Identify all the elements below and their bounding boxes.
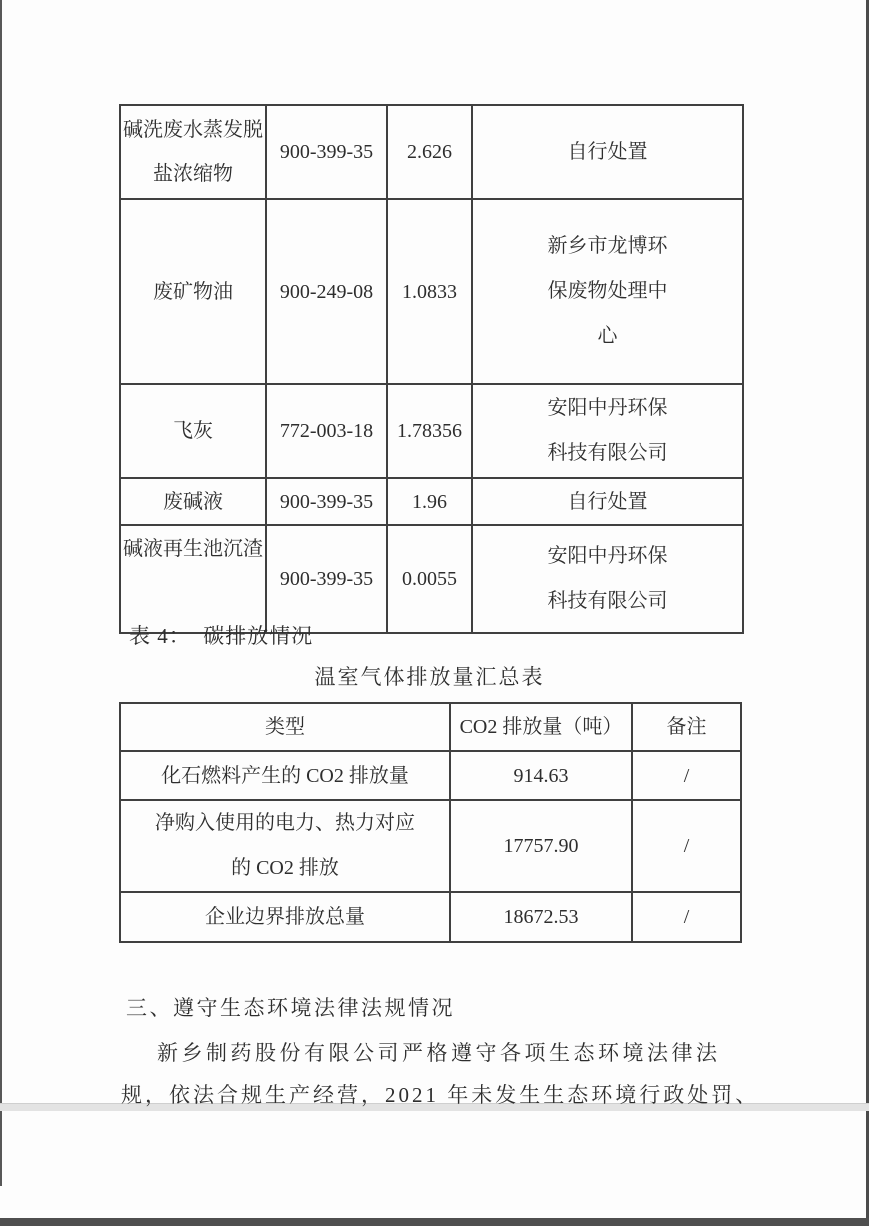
table-header-row: [120, 703, 741, 751]
table-row: [120, 105, 743, 199]
waste-disposal-cell: [472, 525, 743, 633]
paragraph-line: 规，依法合规生产经营，2021 年未发生生态环境行政处罚、: [121, 1083, 760, 1107]
ghg-type-cell: 企业边界排放总量: [120, 892, 450, 942]
section-heading: 三、遵守生态环境法律法规情况: [126, 996, 455, 1020]
disposal-text: 安阳中丹环保科技有限公司: [547, 397, 668, 464]
ghg-type-text: 净购入使用的电力、热力对应的 CO2 排放: [155, 812, 415, 879]
table-row: [120, 199, 743, 384]
waste-quantity-cell: 1.78356: [387, 384, 472, 478]
scan-edge-left: [0, 0, 2, 1186]
ghg-type-cell: [120, 800, 450, 892]
waste-name-cell: 碱洗废水蒸发脱盐浓缩物: [120, 105, 266, 199]
waste-code-cell: 772-003-18: [266, 384, 387, 478]
hazardous-waste-table: [119, 104, 744, 634]
paragraph-line: 新乡制药股份有限公司严格遵守各项生态环境法律法: [157, 1041, 721, 1065]
table4-caption: 表 4： 碳排放情况: [129, 624, 314, 648]
waste-code-cell: 900-399-35: [266, 478, 387, 525]
disposal-text: 新乡市龙博环保废物处理中心: [547, 235, 668, 347]
ghg-amount-cell: 914.63: [450, 751, 632, 800]
waste-code-cell: 900-249-08: [266, 199, 387, 384]
waste-disposal-cell: [472, 384, 743, 478]
waste-quantity-cell: 2.626: [387, 105, 472, 199]
ghg-type-cell: 化石燃料产生的 CO2 排放量: [120, 751, 450, 800]
table-row: [120, 478, 743, 525]
ghg-amount-header: CO2 排放量（吨）: [450, 703, 632, 751]
waste-disposal-cell: 自行处置: [472, 105, 743, 199]
ghg-remark-header: 备注: [632, 703, 741, 751]
disposal-text: 安阳中丹环保科技有限公司: [547, 545, 668, 612]
waste-code-cell: 900-399-35: [266, 105, 387, 199]
ghg-amount-cell: 17757.90: [450, 800, 632, 892]
table-row: [120, 800, 741, 892]
ghg-emissions-table: [119, 702, 742, 943]
table-row: [120, 892, 741, 942]
waste-name-cell: 碱液再生池沉渣: [120, 525, 266, 633]
ghg-amount-cell: 18672.53: [450, 892, 632, 942]
table-row: [120, 525, 743, 633]
waste-name-cell: 飞灰: [120, 384, 266, 478]
ghg-type-header: 类型: [120, 703, 450, 751]
waste-disposal-cell: [472, 199, 743, 384]
waste-name-cell: 废碱液: [120, 478, 266, 525]
ghg-remark-cell: /: [632, 892, 741, 942]
ghg-remark-cell: /: [632, 751, 741, 800]
waste-quantity-cell: 1.96: [387, 478, 472, 525]
table-row: [120, 751, 741, 800]
ghg-table-title: 温室气体排放量汇总表: [314, 665, 545, 689]
waste-quantity-cell: 0.0055: [387, 525, 472, 633]
waste-name-cell: 废矿物油: [120, 199, 266, 384]
scan-edge-bottom: [0, 1218, 869, 1226]
waste-code-cell: 900-399-35: [266, 525, 387, 633]
waste-quantity-cell: 1.0833: [387, 199, 472, 384]
waste-disposal-cell: 自行处置: [472, 478, 743, 525]
table-row: [120, 384, 743, 478]
ghg-remark-cell: /: [632, 800, 741, 892]
